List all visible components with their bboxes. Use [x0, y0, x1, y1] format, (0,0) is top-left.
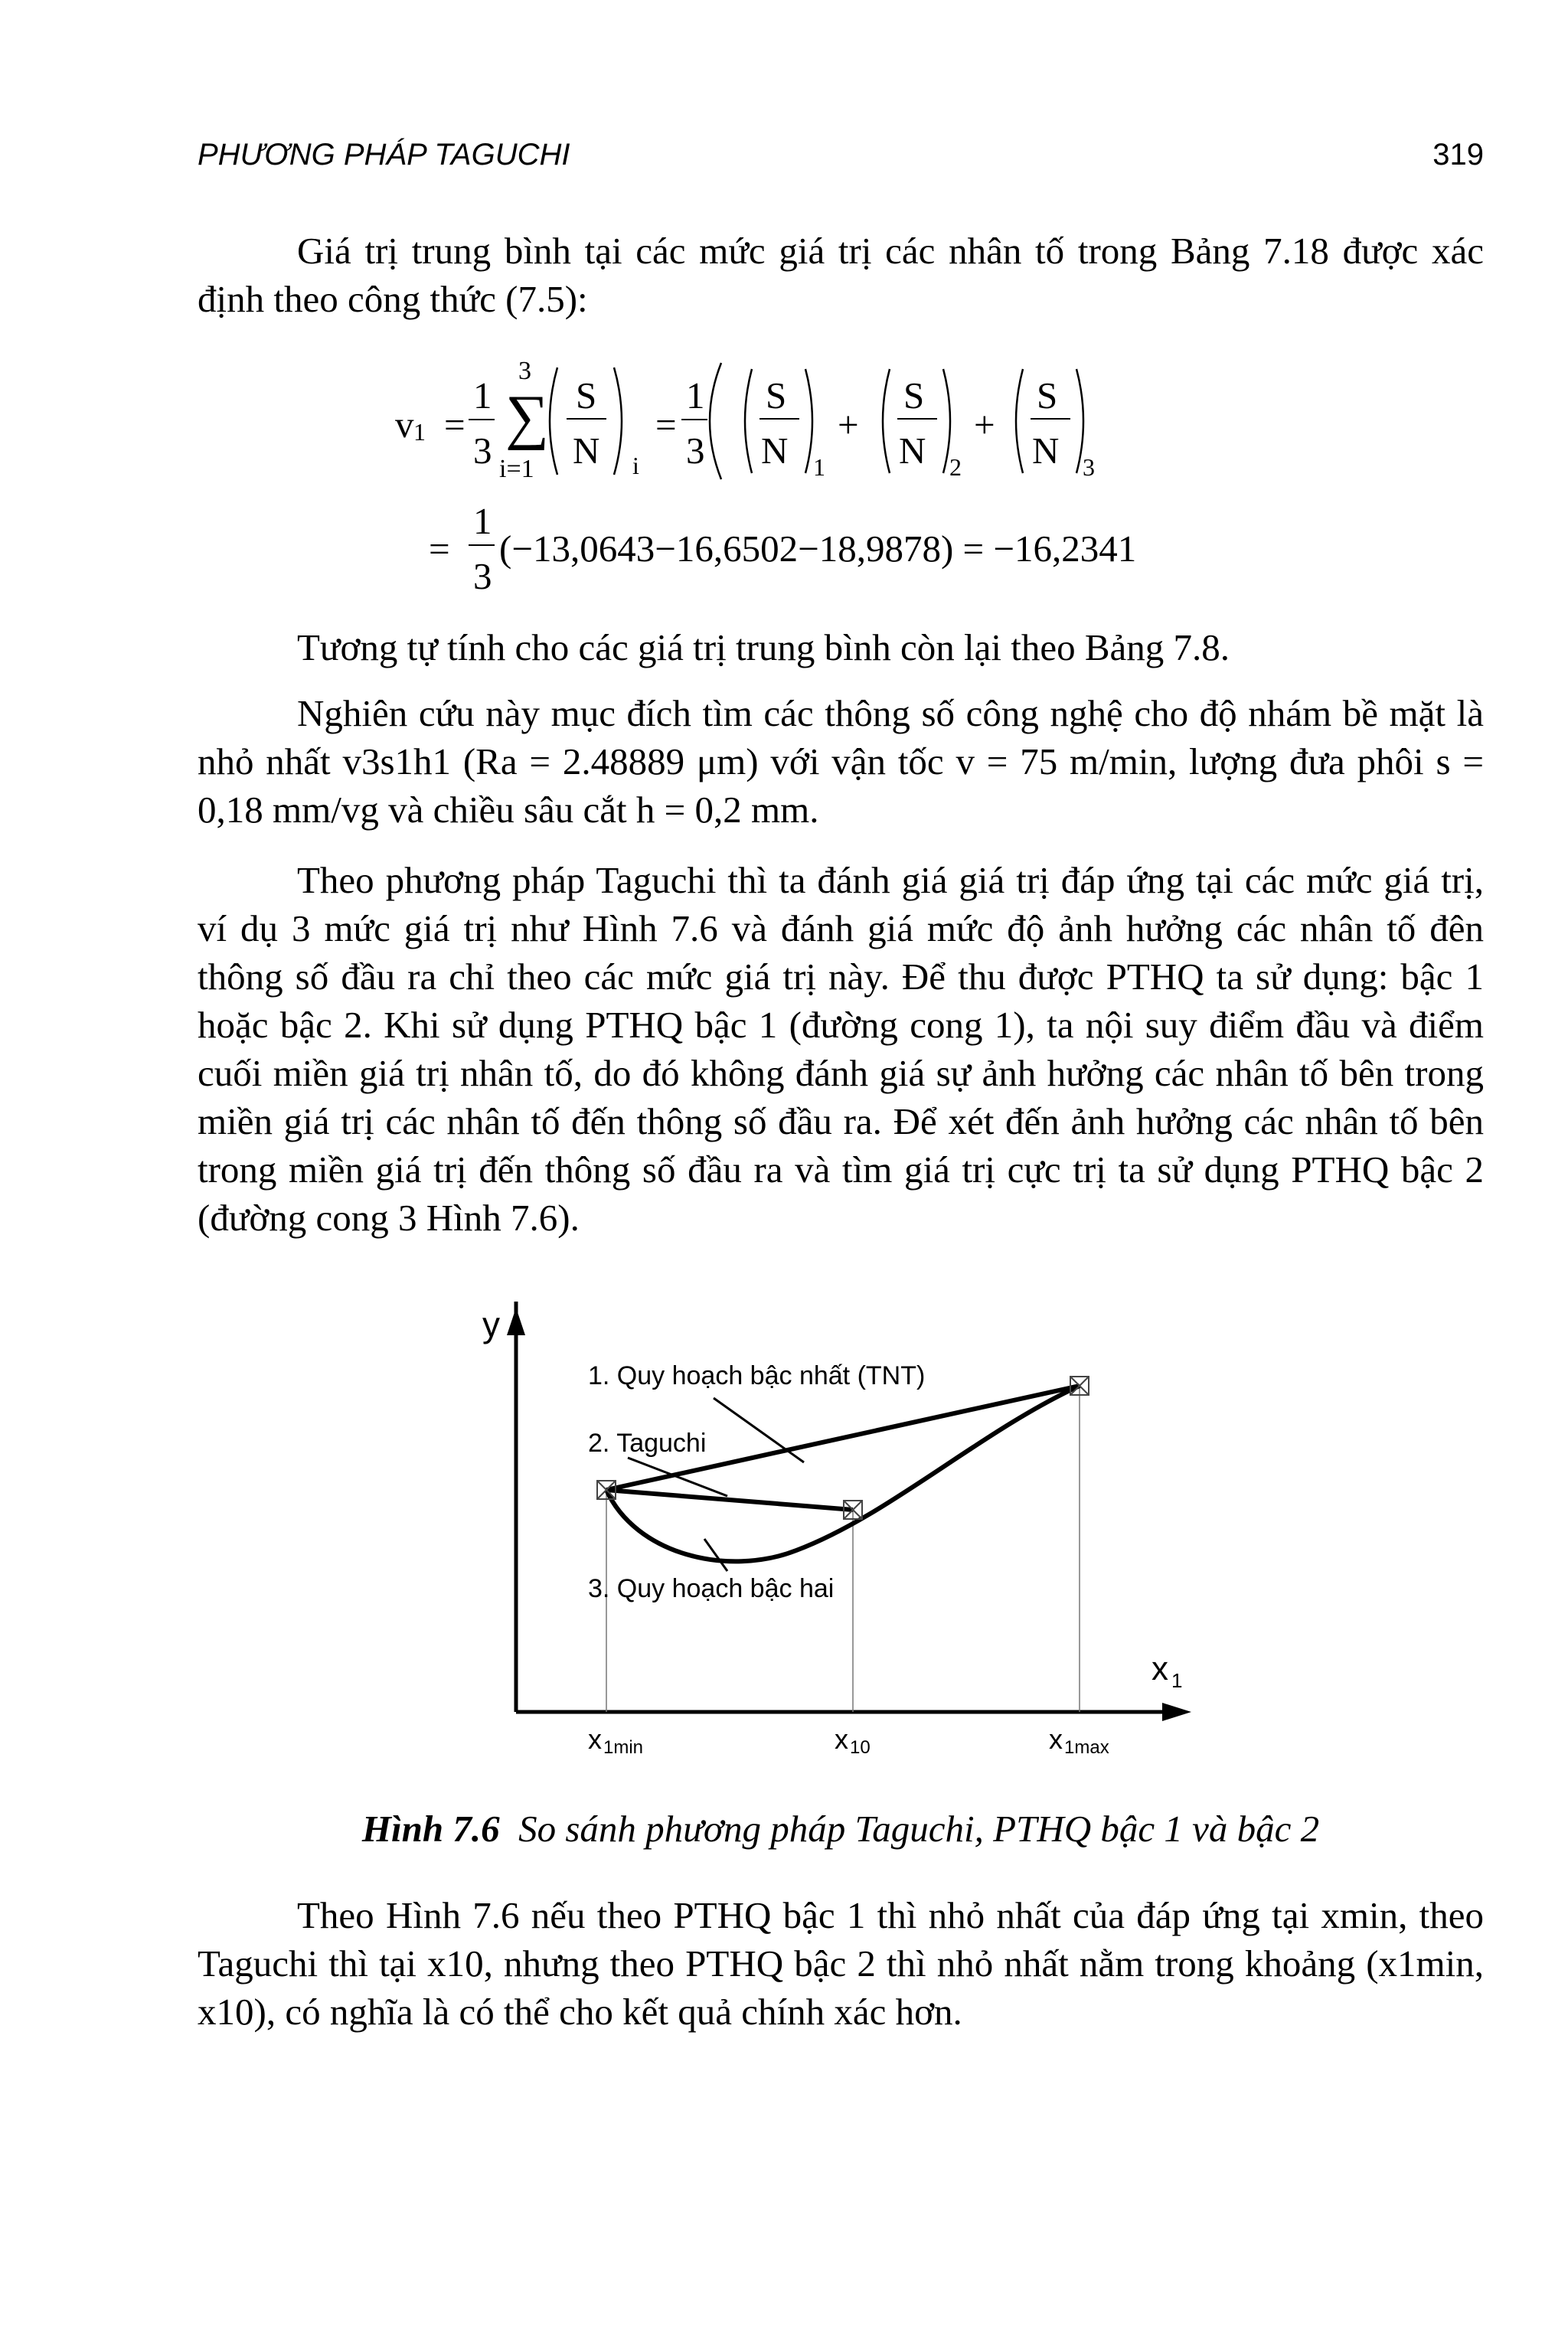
eq-sub-1: 1 [813, 453, 825, 481]
eq-lhs-sub: 1 [413, 418, 426, 446]
eq-s1: S [576, 374, 597, 416]
paragraph-intro: Giá trị trung bình tại các mức giá trị các nhân tố trong Bảng 7.18 được xác định theo công thức (7.5): [198, 230, 1484, 320]
tick-x1min-sub: 1min [603, 1737, 644, 1758]
running-header [198, 138, 1484, 184]
label-first-order: 1. Quy hoạch bậc nhất (TNT) [588, 1361, 926, 1390]
y-axis-label: y [482, 1305, 500, 1344]
eq-s2: S [766, 374, 787, 416]
tick-x1min: x [588, 1723, 602, 1755]
eq-frac3-num: 1 [473, 500, 492, 542]
tick-x10: x [835, 1723, 848, 1755]
eq-plus-2: + [974, 403, 995, 446]
paragraph-taguchi-method: Theo phương pháp Taguchi thì ta đánh giá giá trị đáp ứng tại các mức giá trị, ví dụ 3 mức giá trị như Hình 7.6 và đánh giá mức độ ảnh hưởng các nhân tố đên thông số đầu ra chỉ theo các mức giá trị này. Để thu được PTHQ ta sử dụng: bậc 1 hoặc bậc 2. Khi sử dụng PTHQ bậc 1 (đường cong 1), ta nội suy điểm đầu và điểm cuối miền giá trị nhân tố, do đó không đánh giá sự ảnh hưởng các nhân tố bên trong miền giá trị các nhân tố đến thông số đầu ra. Để xét đến ảnh hưởng các nhân tố bên trong miền giá trị đến thông số đầu ra và tìm giá trị cực trị ta sử dụng PTHQ bậc 2 (đường cong 3 Hình 7.6). [198, 859, 1484, 1239]
eq-n3: N [899, 430, 926, 472]
x-axis-label: x [1152, 1650, 1168, 1687]
paragraph-similar: Tương tự tính cho các giá trị trung bình còn lại theo Bảng 7.8. [297, 626, 1230, 668]
figure-7-6 [475, 1302, 1210, 1761]
eq-equals-2: = [655, 403, 677, 446]
eq-frac2-bar [681, 419, 707, 420]
label-taguchi: 2. Taguchi [588, 1429, 707, 1458]
eq-s3: S [903, 374, 925, 416]
leader-label3 [704, 1539, 727, 1571]
running-title: PHƯƠNG PHÁP TAGUCHI [198, 138, 570, 172]
eq-sigma: ∑ [505, 384, 550, 451]
eq-equals-3: = [429, 528, 450, 570]
eq-lhs-v: v [395, 403, 414, 446]
label-second-order: 3. Quy hoạch bậc hai [588, 1574, 835, 1603]
eq-equals-1: = [444, 403, 466, 446]
eq-plus-1: + [838, 403, 859, 446]
eq-sub-i: i [632, 452, 639, 479]
eq-inner-parens [735, 360, 1133, 498]
page-number: 319 [1432, 138, 1484, 172]
tick-x10-sub: 10 [850, 1737, 871, 1758]
eq-frac1-den: 3 [473, 430, 492, 472]
leader-label1 [714, 1398, 804, 1462]
x-axis-label-sub: 1 [1171, 1669, 1183, 1692]
eq-n4: N [1032, 430, 1060, 472]
eq-frac2-num: 1 [686, 374, 705, 416]
eq-line2-expression: (−13,0643−16,6502−18,9878) = −16,2341 [499, 528, 1137, 570]
tick-x1max-sub: 1max [1064, 1737, 1109, 1758]
eq-sub-3: 3 [1083, 453, 1095, 481]
eq-frac2-den: 3 [686, 430, 705, 472]
eq-frac1-bar [469, 419, 495, 420]
y-axis-arrow [507, 1308, 525, 1335]
line-taguchi [606, 1490, 853, 1510]
paragraph-conclusion: Theo Hình 7.6 nếu theo PTHQ bậc 1 thì nhỏ nhất của đáp ứng tại xmin, theo Taguchi thì tại x10, nhưng theo PTHQ bậc 2 thì nhỏ nhất nằm trong khoảng (x1min, x10), có nghĩa là có thể cho kết quả chính xác hơn. [198, 1894, 1484, 2033]
eq-frac3-den: 3 [473, 555, 492, 597]
figure-caption [198, 1807, 1484, 1851]
tick-x1max: x [1049, 1723, 1063, 1755]
x-axis-arrow [1162, 1703, 1191, 1721]
eq-s4: S [1037, 374, 1058, 416]
eq-sub-2: 2 [949, 453, 962, 481]
eq-n2: N [761, 430, 789, 472]
eq-frac1-num: 1 [473, 374, 492, 416]
eq-frac3-bar [469, 544, 495, 546]
leader-label2 [628, 1458, 727, 1496]
caption-label: Hình 7.6 [361, 1808, 500, 1850]
eq-n1: N [573, 430, 600, 472]
eq-sum-upper: 3 [518, 357, 531, 385]
eq-sum-lower: i=1 [499, 455, 534, 483]
caption-text: So sánh phương pháp Taguchi, PTHQ bậc 1 và bậc 2 [518, 1808, 1320, 1850]
paragraph-study-goal: Nghiên cứu này mục đích tìm các thông số công nghệ cho độ nhám bề mặt là nhỏ nhất v3s1h1 (Ra = 2.48889 μm) với vận tốc v = 75 m/min, lượng đưa phôi s = 0,18 mm/vg và chiều sâu cắt h = 0,2 mm. [198, 692, 1484, 831]
